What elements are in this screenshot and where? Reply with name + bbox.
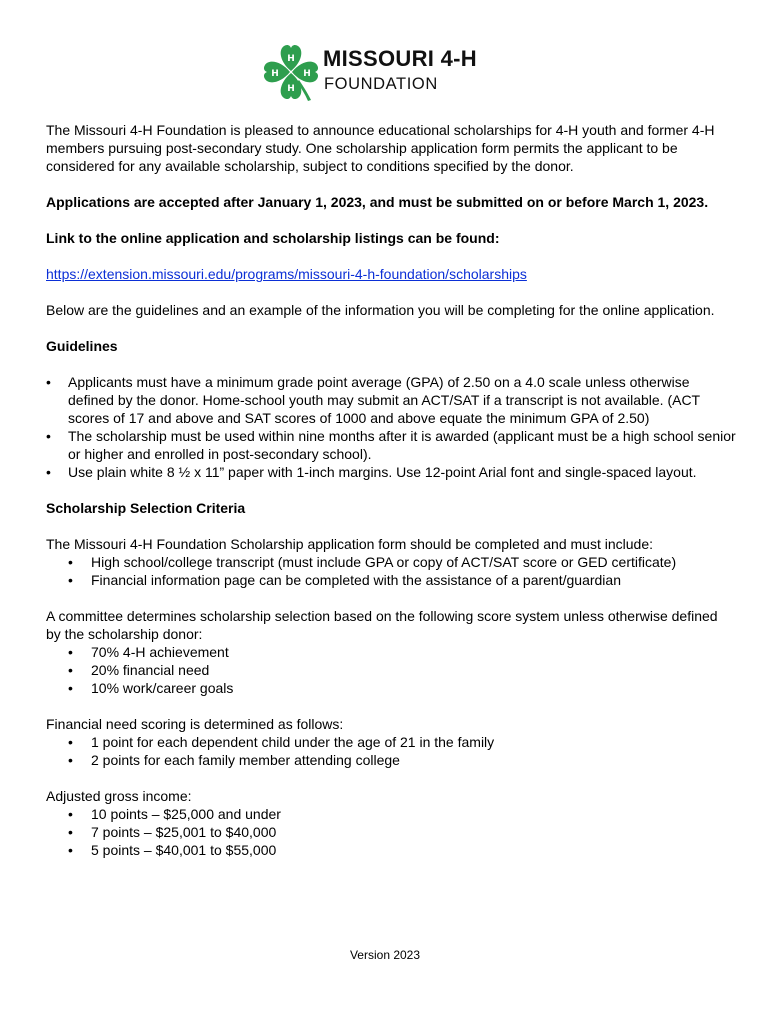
guidelines-heading: Guidelines — [46, 338, 118, 354]
list-item: • 1 point for each dependent child under the age of 21 in the family — [46, 733, 736, 751]
intro-paragraph: The Missouri 4-H Foundation is pleased to announce educational scholarships for 4-H youth and former 4-H members pursuing post-secondary study. One scholarship application form permits the applicant to be considered for any available scholarship, subject to conditions specified by the donor. — [46, 122, 715, 174]
list-item: • 2 points for each family member attending college — [46, 751, 736, 769]
link-heading: Link to the online application and scholarship listings can be found: — [46, 230, 500, 246]
list-item: • Use plain white 8 ½ x 11” paper with 1-inch margins. Use 12-point Arial font and single-spaced layout. — [46, 463, 736, 481]
svg-text:H: H — [271, 69, 279, 79]
logo-title: MISSOURI 4-H — [323, 46, 477, 71]
agi-list — [46, 805, 736, 859]
scholarship-link[interactable]: https://extension.missouri.edu/programs/missouri-4-h-foundation/scholarships — [46, 266, 527, 282]
logo-subtitle: FOUNDATION — [324, 75, 438, 93]
guidelines-intro: Below are the guidelines and an example of the information you will be completing for the online application. — [46, 302, 715, 318]
svg-text:H: H — [303, 69, 311, 79]
guidelines-list — [46, 373, 736, 481]
list-item: • High school/college transcript (must include GPA or copy of ACT/SAT score or GED certificate) — [46, 553, 736, 571]
list-item: • 5 points – $40,001 to $55,000 — [46, 841, 736, 859]
need-list — [46, 733, 736, 769]
clover-icon — [262, 42, 320, 104]
score-intro: A committee determines scholarship selection based on the following score system unless otherwise defined by the scholarship donor: — [46, 608, 718, 642]
version-footer: Version 2023 — [349, 948, 421, 962]
need-intro: Financial need scoring is determined as follows: — [46, 716, 344, 732]
score-list — [46, 643, 736, 697]
list-item: • 7 points – $25,001 to $40,000 — [46, 823, 736, 841]
list-item: • 20% financial need — [46, 661, 736, 679]
list-item: • 10 points – $25,000 and under — [46, 805, 736, 823]
list-item: • Financial information page can be completed with the assistance of a parent/guardian — [46, 571, 736, 589]
deadline-paragraph: Applications are accepted after January 1, 2023, and must be submitted on or before March 1, 2023. — [46, 194, 709, 210]
document-body — [46, 121, 736, 859]
criteria-heading: Scholarship Selection Criteria — [46, 500, 246, 516]
list-item: • The scholarship must be used within nine months after it is awarded (applicant must be a high school senior or higher and enrolled in post-secondary school). — [46, 427, 736, 463]
foundation-logo — [262, 42, 492, 104]
form-items-list — [46, 553, 736, 589]
list-item: • 70% 4-H achievement — [46, 643, 736, 661]
form-intro: The Missouri 4-H Foundation Scholarship application form should be completed and must include: — [46, 536, 653, 552]
list-item: • Applicants must have a minimum grade point average (GPA) of 2.50 on a 4.0 scale unless otherwise defined by the donor. Home-school youth may submit an ACT/SAT if a transcript is not available. (ACT scores of 17 and above and SAT scores of 1000 and above equate the minimum GPA of 2.50) — [46, 373, 736, 427]
list-item: • 10% work/career goals — [46, 679, 736, 697]
svg-text:H: H — [287, 54, 295, 64]
agi-intro: Adjusted gross income: — [46, 788, 192, 804]
svg-text:H: H — [287, 84, 295, 94]
